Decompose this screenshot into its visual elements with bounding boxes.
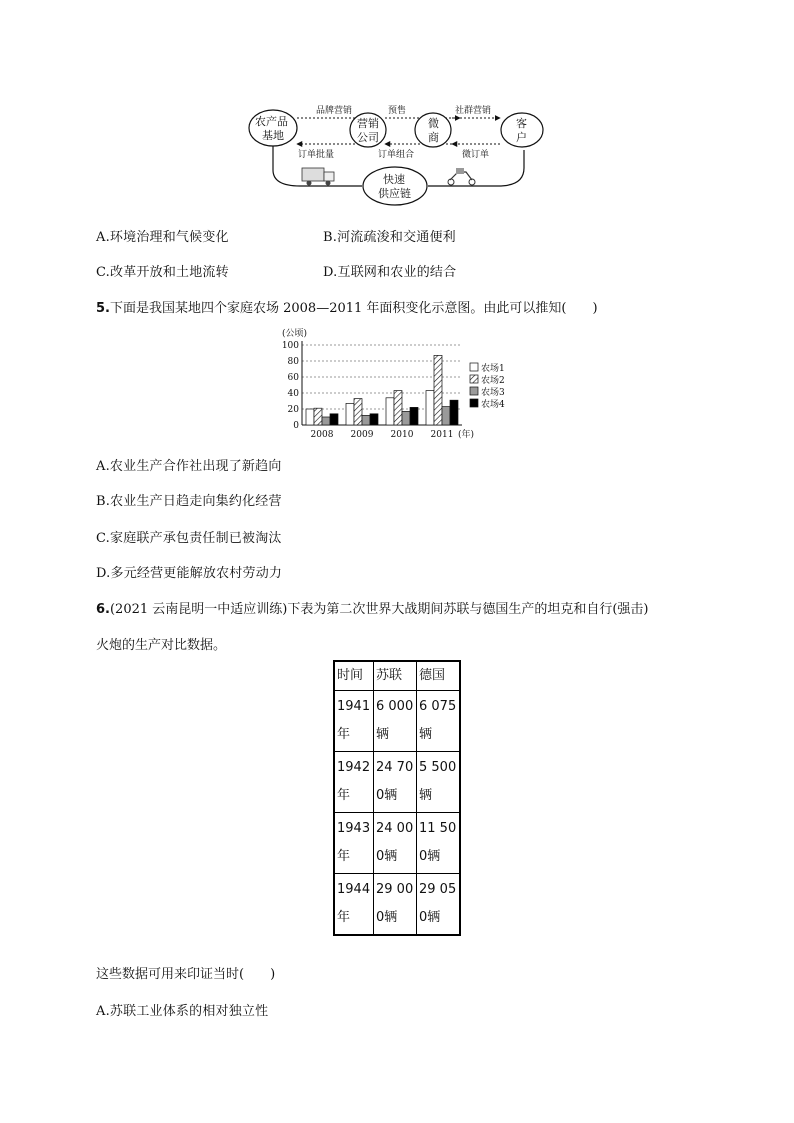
table-cell: 1943年	[334, 813, 374, 874]
q5-stem	[96, 297, 598, 316]
table-header-cell: 德国	[417, 661, 461, 691]
bar-2010-s2	[394, 391, 402, 425]
node-base-line2: 基地	[262, 129, 284, 142]
table-cell: 24 000辆	[374, 813, 417, 874]
node-supply-line1: 快速	[383, 173, 405, 186]
bar-2009-s2	[354, 399, 362, 425]
x-axis-label: (年)	[458, 430, 475, 440]
q4-option-a: A.环境治理和气候变化	[96, 230, 229, 245]
table-cell: 5 500辆	[417, 752, 461, 813]
scooter-icon	[448, 168, 475, 185]
q5-option-d: D.多元经营更能解放农村劳动力	[96, 566, 283, 581]
bar-2010-s1	[386, 398, 394, 425]
table-cell: 24 700辆	[374, 752, 417, 813]
edge-label-brand: 品牌营销	[316, 106, 353, 116]
legend-swatch	[470, 363, 478, 371]
bar-2011-s1	[426, 391, 434, 425]
bar-2010-s3	[402, 411, 410, 425]
bar-2008-s2	[314, 408, 322, 425]
legend-label: 农场1	[481, 364, 505, 374]
node-micro-line1: 微	[428, 117, 439, 130]
bar-2011-s3	[442, 407, 450, 425]
edge-label-combo: 订单组合	[378, 150, 415, 160]
node-client-line2: 户	[516, 131, 527, 144]
table-row	[334, 813, 460, 874]
legend-label: 农场4	[481, 400, 505, 410]
y-tick-label: 20	[287, 405, 299, 415]
bar-2011-s4	[450, 400, 458, 425]
edge-label-micro-order: 微订单	[462, 150, 490, 160]
q4-option-d: D.互联网和农业的结合	[323, 265, 457, 280]
y-tick-label: 0	[293, 421, 299, 431]
table-header-cell: 时间	[334, 661, 374, 691]
table-cell: 29 000辆	[374, 874, 417, 936]
bar-2010-s4	[410, 407, 418, 425]
truck-icon	[302, 168, 334, 186]
node-marketing-line1: 营销	[357, 117, 379, 130]
node-micro-line2: 商	[428, 131, 439, 144]
q5-option-a: A.农业生产合作社出现了新趋向	[96, 459, 282, 474]
supply-chain-diagram	[240, 100, 550, 210]
x-tick-label: 2011	[430, 430, 454, 440]
q6-stem-line1	[96, 598, 649, 617]
y-tick-label: 40	[287, 389, 299, 399]
table-cell: 11 500辆	[417, 813, 461, 874]
q5-option-c: C.家庭联产承包责任制已被淘汰	[96, 531, 282, 546]
q5-option-b: B.农业生产日趋走向集约化经营	[96, 494, 282, 509]
bar-2011-s2	[434, 355, 442, 425]
table-cell: 1942年	[334, 752, 374, 813]
bar-2008-s4	[330, 414, 338, 425]
node-base-line1: 农产品	[255, 115, 288, 128]
bar-2008-s1	[306, 409, 314, 425]
q6-option-a: A.苏联工业体系的相对独立性	[96, 1004, 269, 1019]
q5-stem-text: 下面是我国某地四个家庭农场 2008—2011 年面积变化示意图。由此可以推知( )	[109, 301, 598, 316]
q6-stem-line2: 火炮的生产对比数据。	[96, 638, 227, 653]
table-row	[334, 752, 460, 813]
edge-label-community: 社群营销	[455, 106, 492, 116]
y-tick-label: 80	[287, 357, 299, 367]
bar-2008-s3	[322, 417, 330, 425]
legend-swatch	[470, 387, 478, 395]
q6-after-text: 这些数据可用来印证当时( )	[96, 967, 276, 982]
y-tick-label: 60	[287, 373, 299, 383]
q6-number: 6.	[96, 602, 110, 617]
q5-number: 5.	[96, 301, 110, 316]
table-cell: 29 050辆	[417, 874, 461, 936]
node-supply-line2: 供应链	[378, 187, 411, 200]
farm-area-bar-chart	[270, 325, 530, 443]
q4-option-c: C.改革开放和土地流转	[96, 265, 229, 280]
bar-2009-s1	[346, 403, 354, 425]
production-table	[333, 660, 461, 936]
bar-2009-s4	[370, 414, 378, 425]
x-tick-label: 2008	[310, 430, 334, 440]
table-cell: 6 000辆	[374, 691, 417, 752]
table-header-cell: 苏联	[374, 661, 417, 691]
x-tick-label: 2010	[390, 430, 414, 440]
table-cell: 1941年	[334, 691, 374, 752]
y-tick-label: 100	[281, 341, 299, 351]
bar-2009-s3	[362, 415, 370, 425]
legend-label: 农场2	[481, 376, 505, 386]
q4-option-b: B.河流疏浚和交通便利	[323, 230, 456, 245]
legend-swatch	[470, 375, 478, 383]
table-row	[334, 874, 460, 936]
y-axis-label: (公顷)	[282, 329, 308, 339]
edge-label-presale: 预售	[388, 106, 407, 116]
legend-label: 农场3	[481, 388, 505, 398]
legend-swatch	[470, 399, 478, 407]
table-header-row	[334, 661, 460, 691]
q6-stem-text: (2021 云南昆明一中适应训练)下表为第二次世界大战期间苏联与德国生产的坦克和自行(强击)	[109, 602, 649, 617]
table-cell: 6 075辆	[417, 691, 461, 752]
edge-label-batch: 订单批量	[298, 150, 335, 160]
node-marketing-line2: 公司	[357, 131, 379, 144]
table-cell: 1944年	[334, 874, 374, 936]
node-client-line1: 客	[516, 117, 527, 130]
x-tick-label: 2009	[350, 430, 374, 440]
table-row	[334, 691, 460, 752]
